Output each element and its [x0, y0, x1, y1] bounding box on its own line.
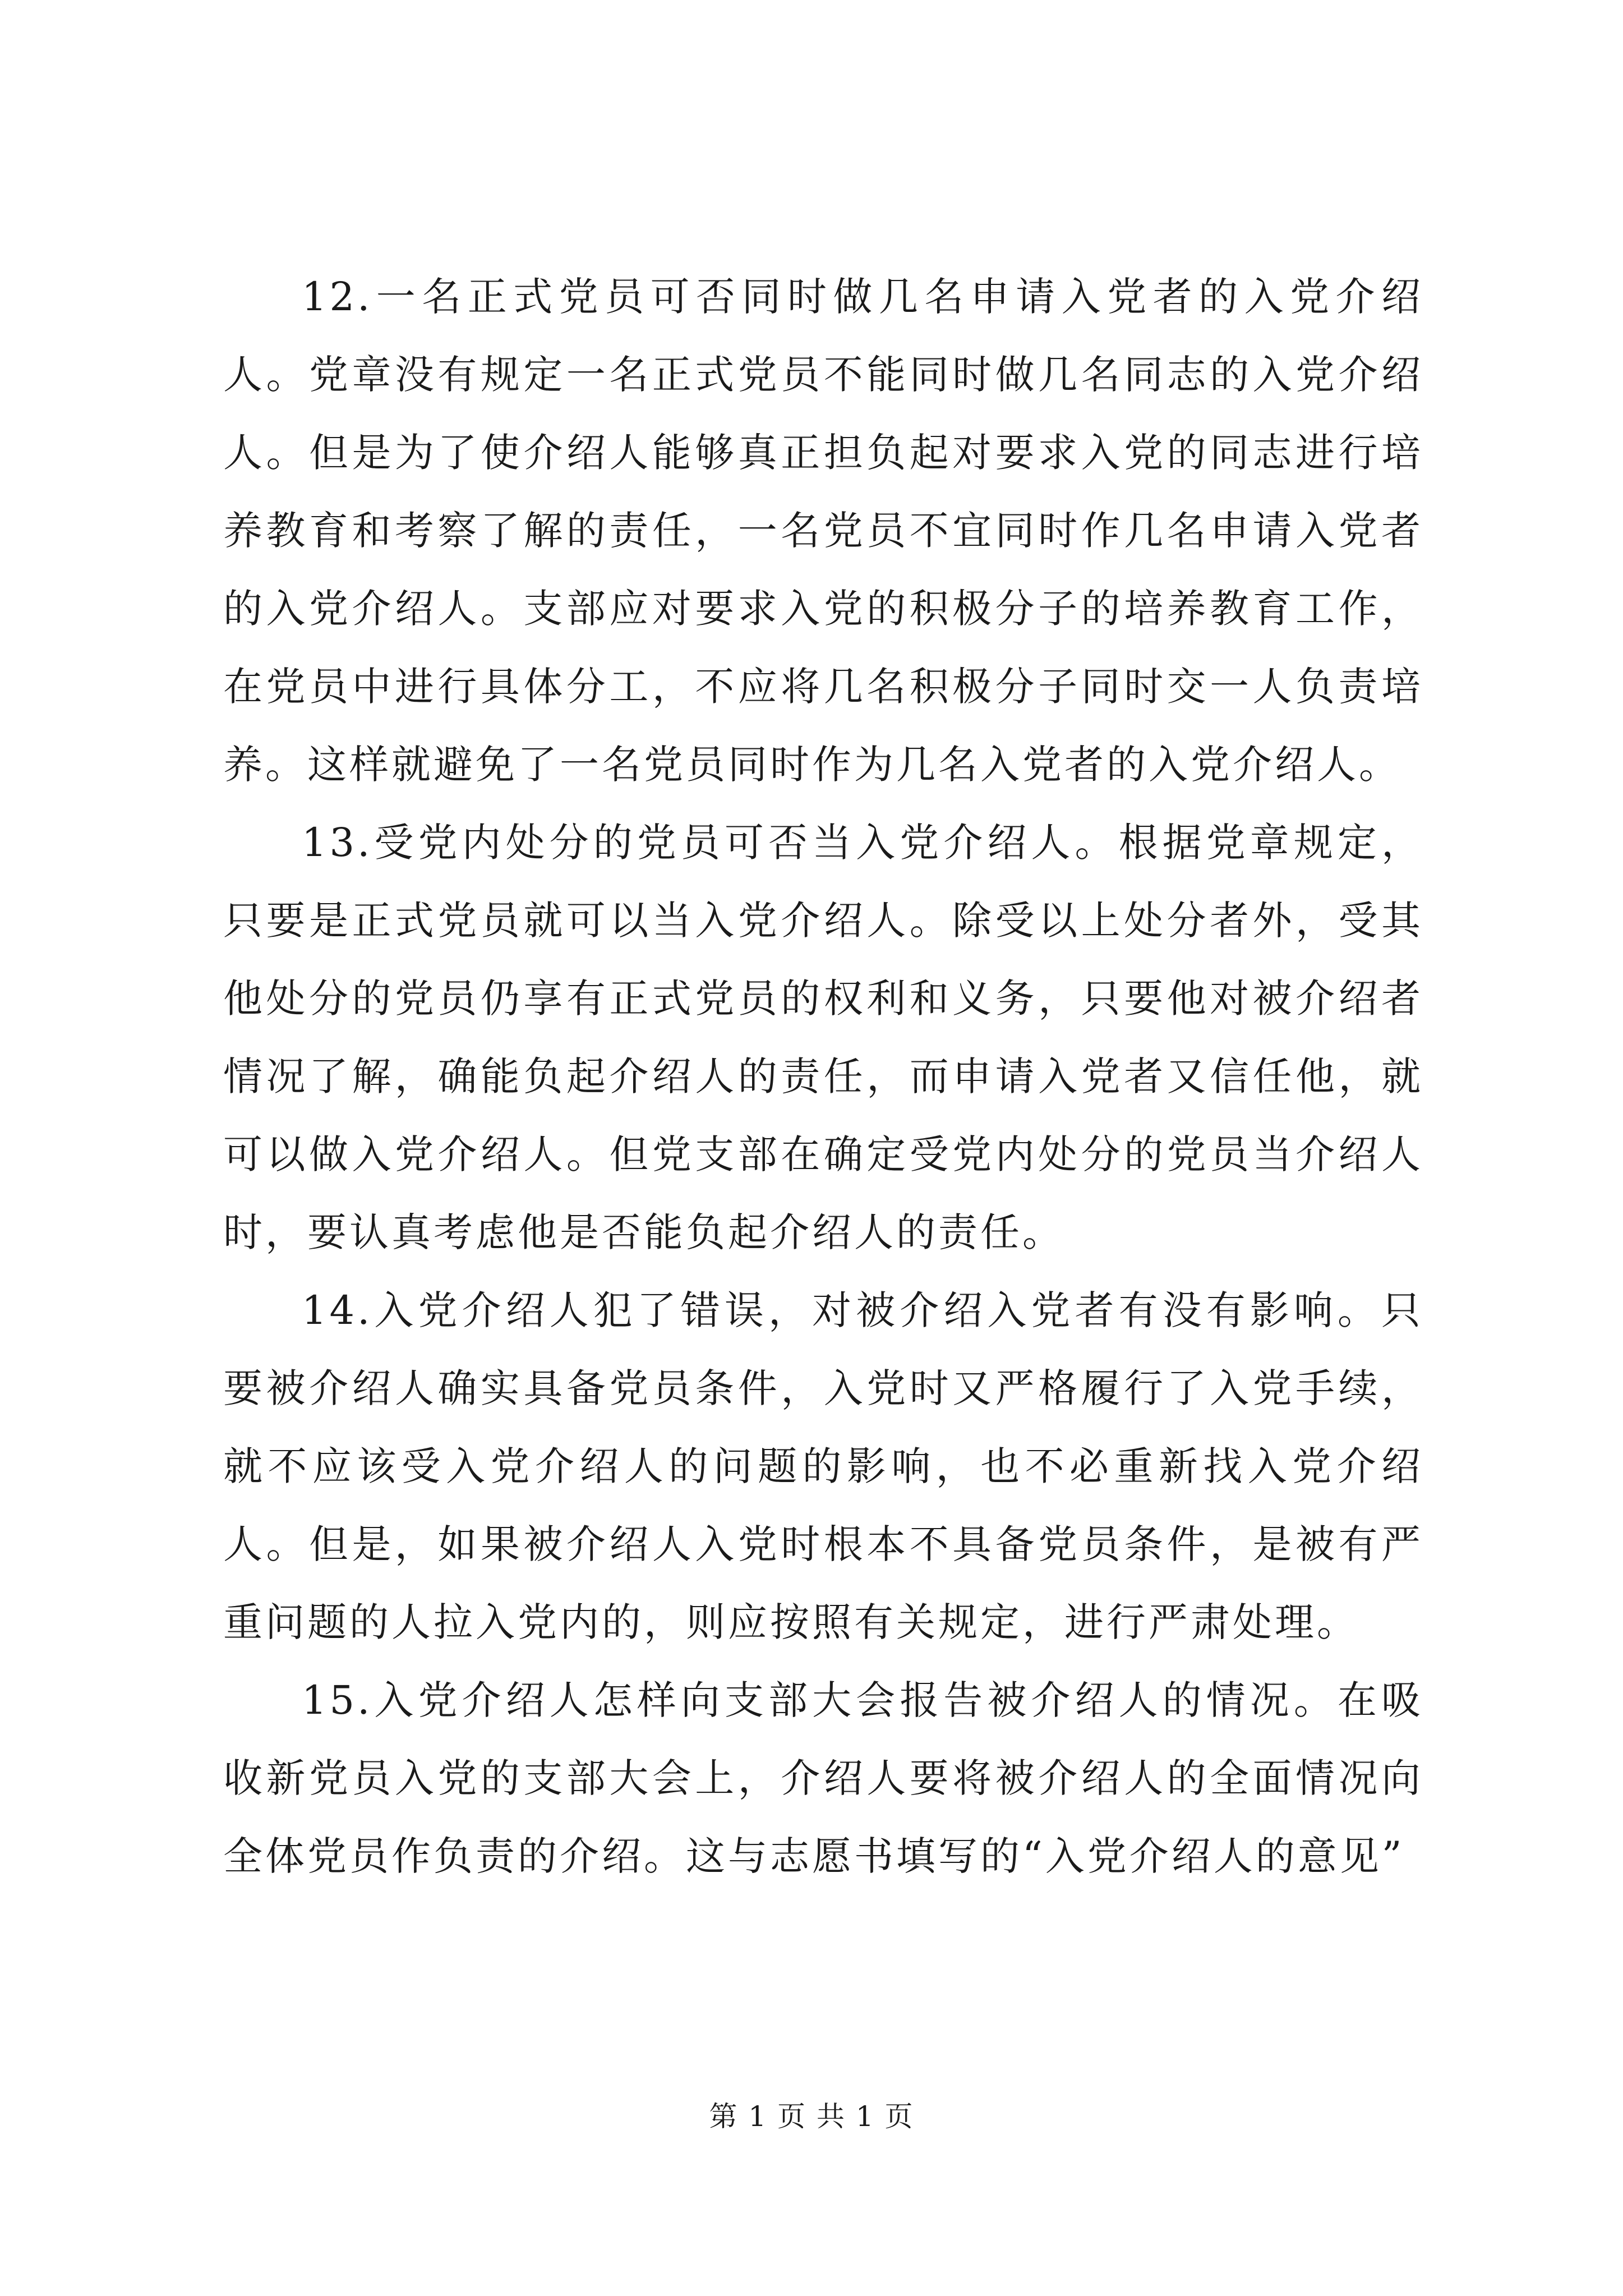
document-body — [223, 258, 1423, 1895]
paragraph-15: 15.入党介绍人怎样向支部大会报告被介绍人的情况。在吸收新党员入党的支部大会上，介绍人要将被介绍人的全面情况向全体党员作负责的介绍。这与志愿书填写的“入党介绍人的意见” — [223, 1677, 1423, 1879]
paragraph-14: 14.入党介绍人犯了错误，对被介绍入党者有没有影响。只要被介绍人确实具备党员条件，入党时又严格履行了入党手续，就不应该受入党介绍人的问题的影响，也不必重新找入党介绍人。但是，如果被介绍人入党时根本不具备党员条件，是被有严重问题的人拉入党内的，则应按照有关规定，进行严肃处理。 — [223, 1287, 1423, 1645]
paragraph-13: 13.受党内处分的党员可否当入党介绍人。根据党章规定，只要是正式党员就可以当入党介绍人。除受以上处分者外，受其他处分的党员仍享有正式党员的权利和义务，只要他对被介绍者情况了解，确能负起介绍人的责任，而申请入党者又信任他，就可以做入党介绍人。但党支部在确定受党内处分的党员当介绍人时，要认真考虑他是否能负起介绍人的责任。 — [223, 820, 1423, 1255]
page-footer: 第 1 页 共 1 页 — [709, 2100, 914, 2133]
paragraph-12: 12.一名正式党员可否同时做几名申请入党者的入党介绍人。党章没有规定一名正式党员不能同时做几名同志的入党介绍人。但是为了使介绍人能够真正担负起对要求入党的同志进行培养教育和考察了解的责任，一名党员不宜同时作几名申请入党者的入党介绍人。支部应对要求入党的积极分子的培养教育工作，在党员中进行具体分工，不应将几名积极分子同时交一人负责培养。这样就避免了一名党员同时作为几名入党者的入党介绍人。 — [223, 274, 1423, 788]
